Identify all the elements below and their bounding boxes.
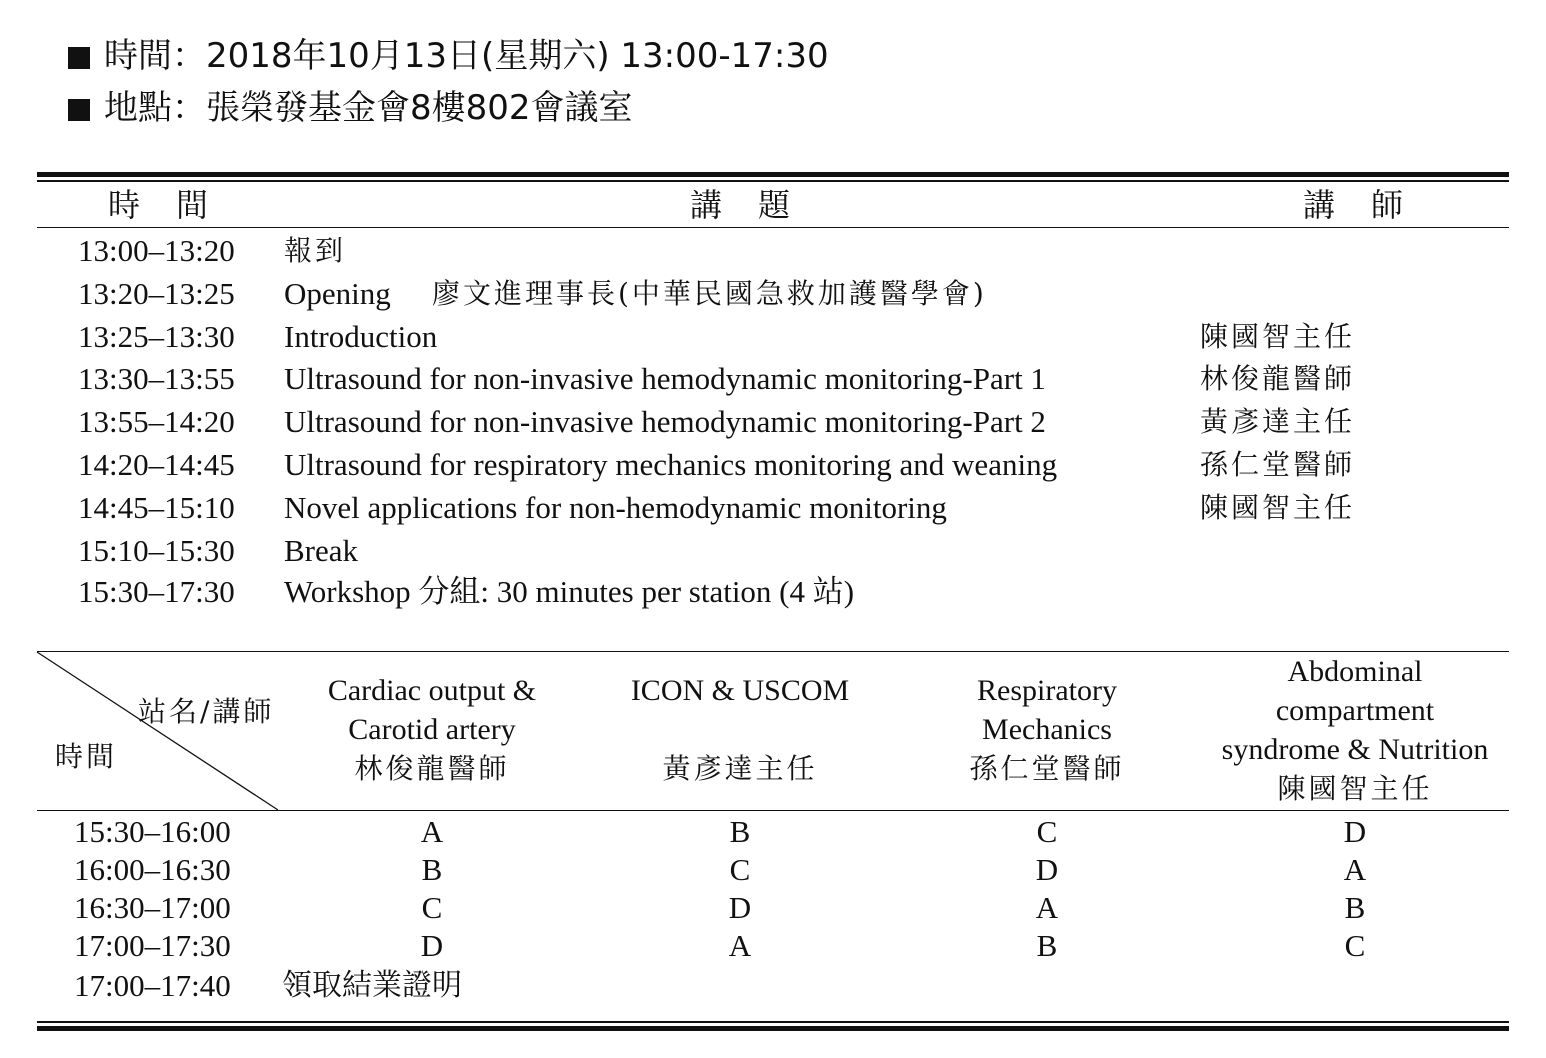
station-cell: C <box>729 852 751 887</box>
station-title-line: ICON & USCOM <box>630 674 850 707</box>
station-cell: A <box>728 928 752 963</box>
row-time: 17:00–17:40 <box>74 968 231 1003</box>
table-bottom-rule-thin <box>37 1021 1509 1023</box>
table-row <box>0 967 1546 1005</box>
header-topic: 講 題 <box>690 186 793 224</box>
station-speaker: 孫仁堂醫師 <box>969 752 1125 785</box>
station-title-line: Carotid artery <box>348 713 516 746</box>
row-time: 13:55–14:20 <box>78 404 235 439</box>
station-cell: D <box>1035 852 1059 887</box>
row-speaker: 孫仁堂醫師 <box>1200 448 1356 481</box>
row-time: 13:25–13:30 <box>78 319 235 354</box>
station-cell: B <box>729 814 751 849</box>
header-time: 時 間 <box>108 186 211 224</box>
row-topic: Opening <box>284 276 391 311</box>
corner-label-station: 站名/講師 <box>138 695 275 728</box>
row-time: 16:30–17:00 <box>74 890 231 925</box>
station-title-line: syndrome & Nutrition <box>1221 733 1489 766</box>
row-topic: Ultrasound for non-invasive hemodynamic monitoring-Part 1 <box>284 361 1046 396</box>
table-row <box>0 851 1546 889</box>
row-topic: Ultrasound for non-invasive hemodynamic monitoring-Part 2 <box>284 404 1046 439</box>
row-time: 15:30–16:00 <box>74 814 231 849</box>
row-topic: Break <box>284 533 359 568</box>
event-place-text: 地點：張榮發基金會8樓802會議室 <box>104 88 633 128</box>
row-topic: Workshop 分組: 30 minutes per station (4 站) <box>284 574 855 609</box>
table-bottom-rule <box>37 1026 1509 1031</box>
corner-label-time: 時間 <box>55 740 118 773</box>
row-speaker: 陳國智主任 <box>1200 491 1356 524</box>
station-title-line <box>590 710 890 749</box>
row-topic: Ultrasound for respiratory mechanics monitoring and weaning <box>284 447 1058 482</box>
event-time-text: 時間：2018年10月13日(星期六) 13:00-17:30 <box>104 36 829 76</box>
station-header-rule <box>37 810 1509 811</box>
station-cell: B <box>1036 928 1058 963</box>
station-cell: C <box>421 890 443 925</box>
station-cell: D <box>1343 814 1367 849</box>
station-cell: D <box>420 928 444 963</box>
station-speaker: 林俊龍醫師 <box>354 752 510 785</box>
station-title-line: Cardiac output & <box>327 674 537 707</box>
station-cell: B <box>1344 890 1366 925</box>
row-speaker: 陳國智主任 <box>1200 320 1356 353</box>
station-cell: A <box>1035 890 1059 925</box>
certificate-label: 領取結業證明 <box>282 968 462 1003</box>
table-row <box>0 889 1546 927</box>
row-time: 14:45–15:10 <box>78 490 235 525</box>
station-cell: B <box>421 852 443 887</box>
station-title-line: Mechanics <box>982 713 1112 746</box>
station-header-abdominal <box>1195 652 1515 812</box>
station-title-line: Abdominal <box>1287 655 1423 688</box>
table-row <box>0 813 1546 851</box>
station-cell: A <box>420 814 444 849</box>
row-time: 13:00–13:20 <box>78 233 235 268</box>
station-cell: C <box>1344 928 1366 963</box>
row-topic: 報到 <box>284 234 347 267</box>
row-time: 16:00–16:30 <box>74 852 231 887</box>
row-topic: Introduction <box>284 319 438 354</box>
station-cell: D <box>728 890 752 925</box>
station-speaker: 陳國智主任 <box>1277 772 1433 805</box>
station-cell: C <box>1036 814 1058 849</box>
row-time: 14:20–14:45 <box>78 447 235 482</box>
row-time: 13:30–13:55 <box>78 361 235 396</box>
row-topic: Novel applications for non-hemodynamic monitoring <box>284 490 947 525</box>
row-time: 15:30–17:30 <box>78 574 235 609</box>
row-time: 15:10–15:30 <box>78 533 235 568</box>
station-header-icon <box>590 652 890 831</box>
station-speaker: 黃彥達主任 <box>662 752 818 785</box>
row-speaker: 林俊龍醫師 <box>1200 362 1356 395</box>
station-title-line: Respiratory <box>977 674 1117 707</box>
row-time: 13:20–13:25 <box>78 276 235 311</box>
station-header-cardiac <box>282 652 582 831</box>
row-time: 17:00–17:30 <box>74 928 231 963</box>
table-row <box>0 927 1546 965</box>
row-speaker: 黃彥達主任 <box>1200 405 1356 438</box>
row-topic-extra: 廖文進理事長(中華民國急救加護醫學會) <box>432 277 987 310</box>
station-header-respiratory <box>897 652 1197 831</box>
station-title-line: compartment <box>1275 694 1435 727</box>
station-cell: A <box>1343 852 1367 887</box>
header-speaker: 講 師 <box>1303 186 1406 224</box>
